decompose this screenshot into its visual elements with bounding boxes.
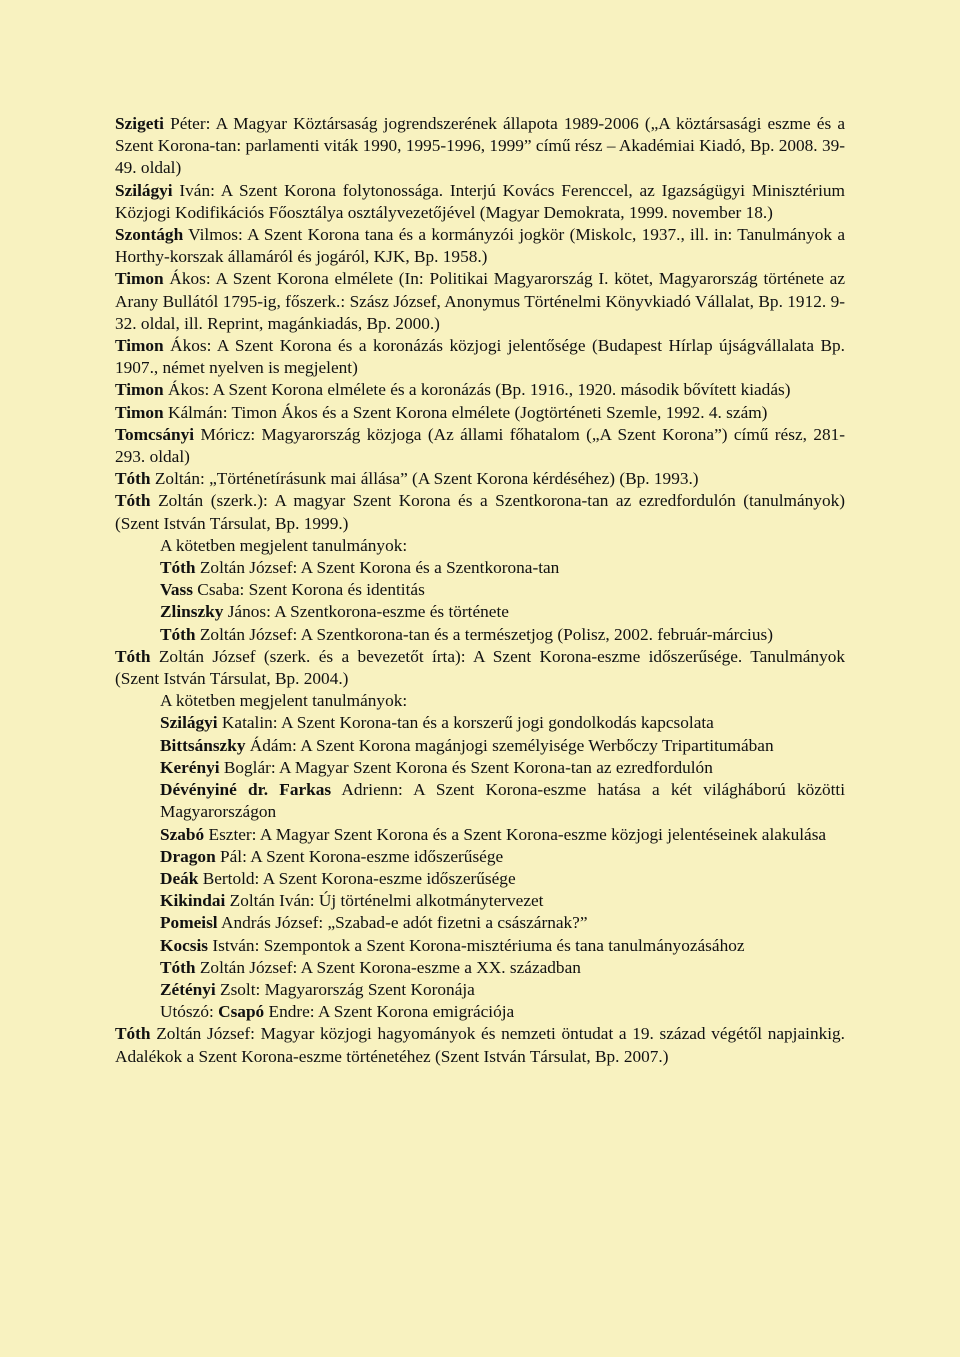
afterword-prefix: Utószó: <box>160 1002 219 1022</box>
entry-text: Zoltán József: A Szent Korona és a Szentkorona-tan <box>195 558 560 578</box>
author-surname: Szilágyi <box>115 180 173 200</box>
entry-text: Adrienn: A Szent Korona-eszme hatása a két világháború közötti Magyarországon <box>160 780 845 822</box>
entry-text: Eszter: A Magyar Szent Korona és a Szent Korona-eszme közjogi jelentéseinek alakulása <box>204 824 827 844</box>
volume-study <box>160 579 845 601</box>
entry-text: Ákos: A Szent Korona és a koronázás közjogi jelentősége (Budapest Hírlap újságvállalata Bp. 1907., német nyelven is megjelent) <box>115 336 845 378</box>
volume-contents-note: A kötetben megjelent tanulmányok: <box>160 691 408 711</box>
author-surname: Timon <box>115 402 164 422</box>
bibliography-entry <box>115 379 845 401</box>
author-surname: Tóth <box>115 1024 151 1044</box>
volume-study <box>160 979 845 1001</box>
author-surname: Kikindai <box>160 891 226 911</box>
entry-text: Zoltán: „Történetírásunk mai állása” (A Szent Korona kérdéséhez) (Bp. 1993.) <box>150 469 699 489</box>
bibliography-entry <box>115 424 845 468</box>
author-surname: Csapó <box>218 1002 265 1022</box>
bibliography-entry <box>115 402 845 424</box>
entry-text: András József: „Szabad-e adót fizetni a császárnak?” <box>217 913 588 933</box>
entry-text: Zsolt: Magyarország Szent Koronája <box>215 979 475 999</box>
entry-text: István: Szempontok a Szent Korona-misztériuma és tana tanulmányozásához <box>208 935 745 955</box>
author-surname: Zétényi <box>160 979 216 999</box>
author-surname: Kerényi <box>160 757 220 777</box>
author-surname: Deák <box>160 868 199 888</box>
bibliography-entry <box>115 646 845 690</box>
author-surname: Vass <box>160 580 193 600</box>
volume-study <box>160 601 845 623</box>
author-surname: Dévényiné dr. Farkas <box>160 780 332 800</box>
bibliography-entry <box>115 180 845 224</box>
volume-study <box>160 846 845 868</box>
volume-study <box>160 624 845 646</box>
author-surname: Kocsis <box>160 935 209 955</box>
entry-text: Vilmos: A Szent Korona tana és a kormányzói jogkör (Miskolc, 1937., ill. in: Tanulmányok a Horthy-korszak államáról és jogáról, KJK, Bp. 1958.) <box>115 225 845 267</box>
author-surname: Tóth <box>160 957 196 977</box>
bibliography-entry <box>115 268 845 335</box>
entry-text: Iván: A Szent Korona folytonossága. Interjú Kovács Ferenccel, az Igazságügyi Minisztérium Közjogi Kodifikációs Főosztálya osztályvezetőjével (Magyar Demokrata, 1999. november 18.) <box>115 180 845 222</box>
author-surname: Tóth <box>160 624 196 644</box>
entry-text: Zoltán József (szerk. és a bevezetőt írta): A Szent Korona-eszme időszerűsége. Tanulmányok (Szent István Társulat, Bp. 2004.) <box>115 646 845 689</box>
entry-text: Zoltán Iván: Új történelmi alkotmánytervezet <box>225 891 544 911</box>
bibliography-entry <box>115 335 845 379</box>
volume-study <box>160 824 845 846</box>
volume-study <box>160 957 845 979</box>
entry-text: Péter: A Magyar Köztársaság jogrendszerének állapota 1989-2006 („A köztársasági eszme és a Szent Korona-tan: parlamenti viták 1990, 1995-1996, 1999” című rész – Akadémiai Kiadó, Bp. 2008. 39-49. oldal) <box>115 114 845 178</box>
entry-text: Zoltán (szerk.): A magyar Szent Korona és a Szentkorona-tan az ezredfordulón (tanulmányok) (Szent István Társulat, Bp. 1999.) <box>115 491 845 533</box>
author-surname: Tomcsányi <box>115 424 195 444</box>
bibliography-entry <box>115 490 845 534</box>
entry-text: Bertold: A Szent Korona-eszme időszerűsége <box>198 868 516 888</box>
volume-study <box>160 779 845 823</box>
volume-study <box>160 890 845 912</box>
volume-study <box>160 868 845 890</box>
author-surname: Tóth <box>160 558 196 578</box>
entry-text: Kálmán: Timon Ákos és a Szent Korona elmélete (Jogtörténeti Szemle, 1992. 4. szám) <box>163 402 768 422</box>
author-surname: Tóth <box>115 646 151 666</box>
author-surname: Timon <box>115 336 164 356</box>
entry-text: Zoltán József: A Szentkorona-tan és a természetjog (Polisz, 2002. február-március) <box>195 624 773 644</box>
volume-study <box>160 1001 845 1023</box>
bibliography-entry <box>115 1023 845 1067</box>
volume-contents-note: A kötetben megjelent tanulmányok: <box>160 535 408 555</box>
entry-text: Móricz: Magyarország közjoga (Az állami főhatalom („A Szent Korona”) című rész, 281-293. oldal) <box>115 424 845 467</box>
author-surname: Timon <box>115 269 164 289</box>
volume-study <box>160 735 845 757</box>
author-surname: Timon <box>115 380 164 400</box>
author-surname: Dragon <box>160 846 216 866</box>
bibliography-entry <box>115 224 845 268</box>
author-surname: Tóth <box>115 491 151 511</box>
entry-text: Katalin: A Szent Korona-tan és a korszerű jogi gondolkodás kapcsolata <box>217 713 714 733</box>
entry-text: Endre: A Szent Korona emigrációja <box>264 1002 515 1022</box>
author-surname: Szilágyi <box>160 713 218 733</box>
volume-study <box>160 557 845 579</box>
entry-text: János: A Szentkorona-eszme és története <box>223 602 509 622</box>
bibliography-entry <box>115 113 845 180</box>
bibliography-page <box>115 113 845 1068</box>
entry-text: Ádám: A Szent Korona magánjogi személyisége Werbőczy Tripartitumában <box>245 735 774 755</box>
entry-text: Zoltán József: Magyar közjogi hagyományok és nemzeti öntudat a 19. század végétől napjainkig. Adalékok a Szent Korona-eszme történetéhez (Szent István Társulat, Bp. 2007.) <box>115 1024 845 1066</box>
author-surname: Szontágh <box>115 225 184 245</box>
volume-study <box>160 912 845 934</box>
entry-text: Pál: A Szent Korona-eszme időszerűsége <box>215 846 504 866</box>
volume-study <box>160 712 845 734</box>
entry-text: Ákos: A Szent Korona elmélete (In: Politikai Magyarország I. kötet, Magyarország története az Arany Bullától 1795-ig, főszerk.: Szász József, Anonymus Történelmi Könyvkiadó Vállalat, Bp. 1912. 9-32. oldal, ill. Reprint, magánkiadás, Bp. 2000.) <box>115 269 845 333</box>
volume-study <box>160 757 845 779</box>
author-surname: Zlinszky <box>160 602 224 622</box>
entry-text: Ákos: A Szent Korona elmélete és a koronázás (Bp. 1916., 1920. második bővített kiadás) <box>163 380 791 400</box>
author-surname: Tóth <box>115 469 151 489</box>
entry-text: Csaba: Szent Korona és identitás <box>192 580 425 600</box>
entry-text: Zoltán József: A Szent Korona-eszme a XX. században <box>195 957 581 977</box>
volume-study <box>160 935 845 957</box>
entry-text: Boglár: A Magyar Szent Korona és Szent Korona-tan az ezredfordulón <box>219 757 713 777</box>
author-surname: Szabó <box>160 824 205 844</box>
author-surname: Pomeisl <box>160 913 218 933</box>
author-surname: Bittsánszky <box>160 735 246 755</box>
bibliography-entry <box>115 468 845 490</box>
author-surname: Szigeti <box>115 114 164 133</box>
